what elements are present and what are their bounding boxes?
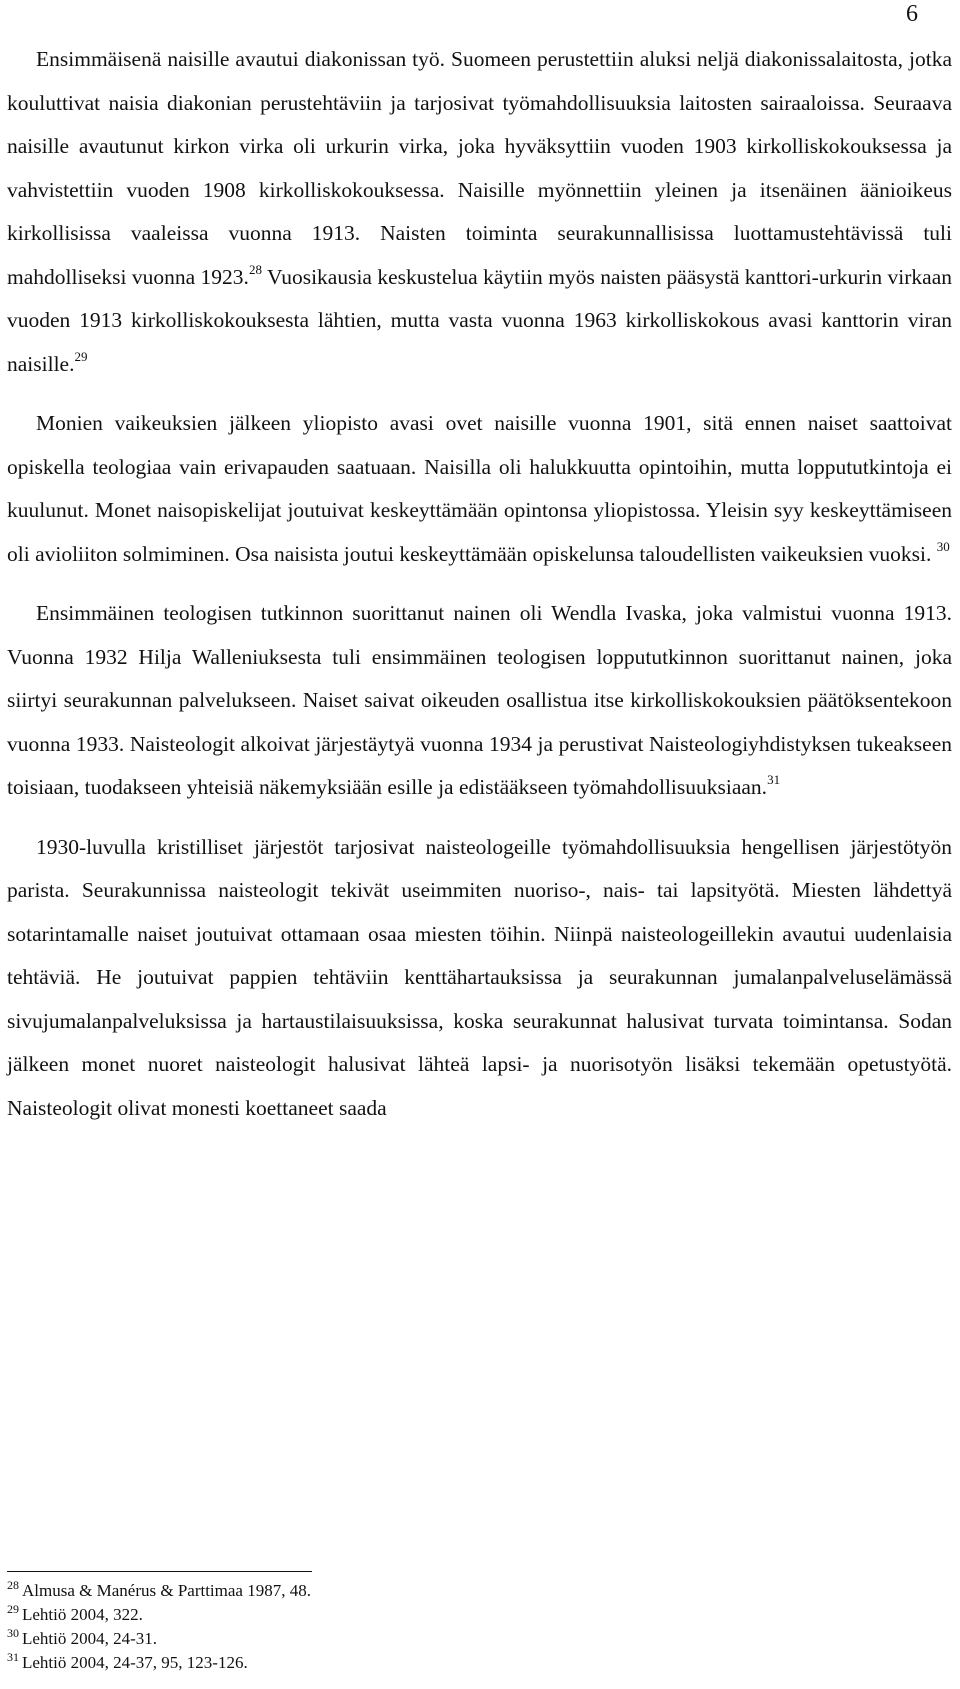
paragraph-text: Monien vaikeuksien jälkeen yliopisto avasi ovet naisille vuonna 1901, sitä ennen naiset saattoivat opiskella teologiaa vain erivapauden saatuaan. Naisilla oli halukkuutta opintoihin, mutta loppututkintoja ei kuulunut. Monet naisopiskelijat joutuivat keskeyttämään opintonsa yliopistossa. Yleisin syy keskeyttämiseen oli avioliiton solmiminen. Osa naisista joutui keskeyttämään opiskelunsa taloudellisten vaikeuksien vuoksi. — [7, 411, 952, 566]
footnote — [7, 1651, 707, 1675]
page-number: 6 — [906, 1, 918, 27]
footnote-reference: 29 — [74, 348, 88, 364]
paragraph — [7, 592, 952, 810]
footnote-reference: 30 — [936, 538, 950, 554]
footnote-reference: 28 — [248, 261, 262, 277]
paragraph — [7, 826, 952, 1131]
footnote-text: Lehtiö 2004, 24-37, 95, 123-126. — [22, 1653, 248, 1672]
footnote-number: 29 — [7, 1602, 19, 1616]
paragraph-text: Ensimmäinen teologisen tutkinnon suorittanut nainen oli Wendla Ivaska, joka valmistui vuonna 1913. Vuonna 1932 Hilja Walleniuksesta tuli ensimmäinen teologisen loppututkinnon suorittanut nainen, joka siirtyi seurakunnan palvelukseen. Naiset saivat oikeuden osallistua itse kirkolliskokouksien päätöksentekoon vuonna 1933. Naisteologit alkoivat järjestäytyä vuonna 1934 ja perustivat Naisteologiyhdistyksen tukeakseen toisiaan, tuodakseen yhteisiä näkemyksiään esille ja edistääkseen työmahdollisuuksiaan. — [7, 601, 952, 799]
footnote-number: 31 — [7, 1650, 19, 1664]
footnote-text: Almusa & Manérus & Parttimaa 1987, 48. — [22, 1581, 311, 1600]
footnotes — [7, 1579, 707, 1675]
footnote-text: Lehtiö 2004, 24-31. — [22, 1629, 158, 1648]
footnote-text: Lehtiö 2004, 322. — [22, 1605, 143, 1624]
footnote — [7, 1603, 707, 1627]
footnote — [7, 1579, 707, 1603]
footnote-reference: 31 — [767, 772, 781, 787]
footnote-number: 30 — [7, 1626, 19, 1640]
footnote-separator — [7, 1571, 312, 1572]
paragraph-text: 1930-luvulla kristilliset järjestöt tarjosivat naisteologeille työmahdollisuuksia hengellisen järjestötyön parista. Seurakunnissa naisteologit tekivät useimmiten nuoriso-, nais- tai lapsityötä. Miesten lähdettyä sotarintamalle naiset joutuivat ottamaan osaa miesten töihin. Niinpä naisteologeillekin avautui uudenlaisia tehtäviä. He joutuivat pappien tehtäviin kenttähartauksissa ja seurakunnan jumalanpalveluselämässä sivujumalanpalveluksissa ja hartaustilaisuuksissa, koska seurakunnat halusivat turvata toimintansa. Sodan jälkeen monet nuoret naisteologit halusivat lähteä lapsi- ja nuorisotyön lisäksi tekemään opetustyötä. Naisteologit olivat monesti koettaneet saada — [7, 834, 952, 1120]
paragraph-text: Vuosikausia keskustelua käytiin myös naisten pääsystä kanttori-urkurin virkaan vuoden 1913 kirkolliskokouksesta lähtien, mutta vasta vuonna 1963 kirkolliskokous avasi kanttorin viran naisille. — [7, 264, 952, 376]
footnote-number: 28 — [7, 1578, 19, 1592]
paragraph — [7, 402, 952, 576]
body-text — [7, 38, 952, 1130]
paragraph-text: Ensimmäisenä naisille avautui diakonissan työ. Suomeen perustettiin aluksi neljä diakonissalaitosta, jotka kouluttivat naisia diakonian perustehtäviin ja tarjosivat työmahdollisuuksia laitosten sairaaloissa. Seuraava naisille avautunut kirkon virka oli urkurin virka, joka hyväksyttiin vuoden 1903 kirkolliskokouksessa ja vahvistettiin vuoden 1908 kirkolliskokouksessa. Naisille myönnettiin yleinen ja itsenäinen äänioikeus kirkollisissa vaaleissa vuonna 1913. Naisten toiminta seurakunnallisissa luottamustehtävissä tuli mahdolliseksi vuonna 1923. — [7, 47, 952, 289]
footnote — [7, 1627, 707, 1651]
paragraph — [7, 38, 952, 386]
